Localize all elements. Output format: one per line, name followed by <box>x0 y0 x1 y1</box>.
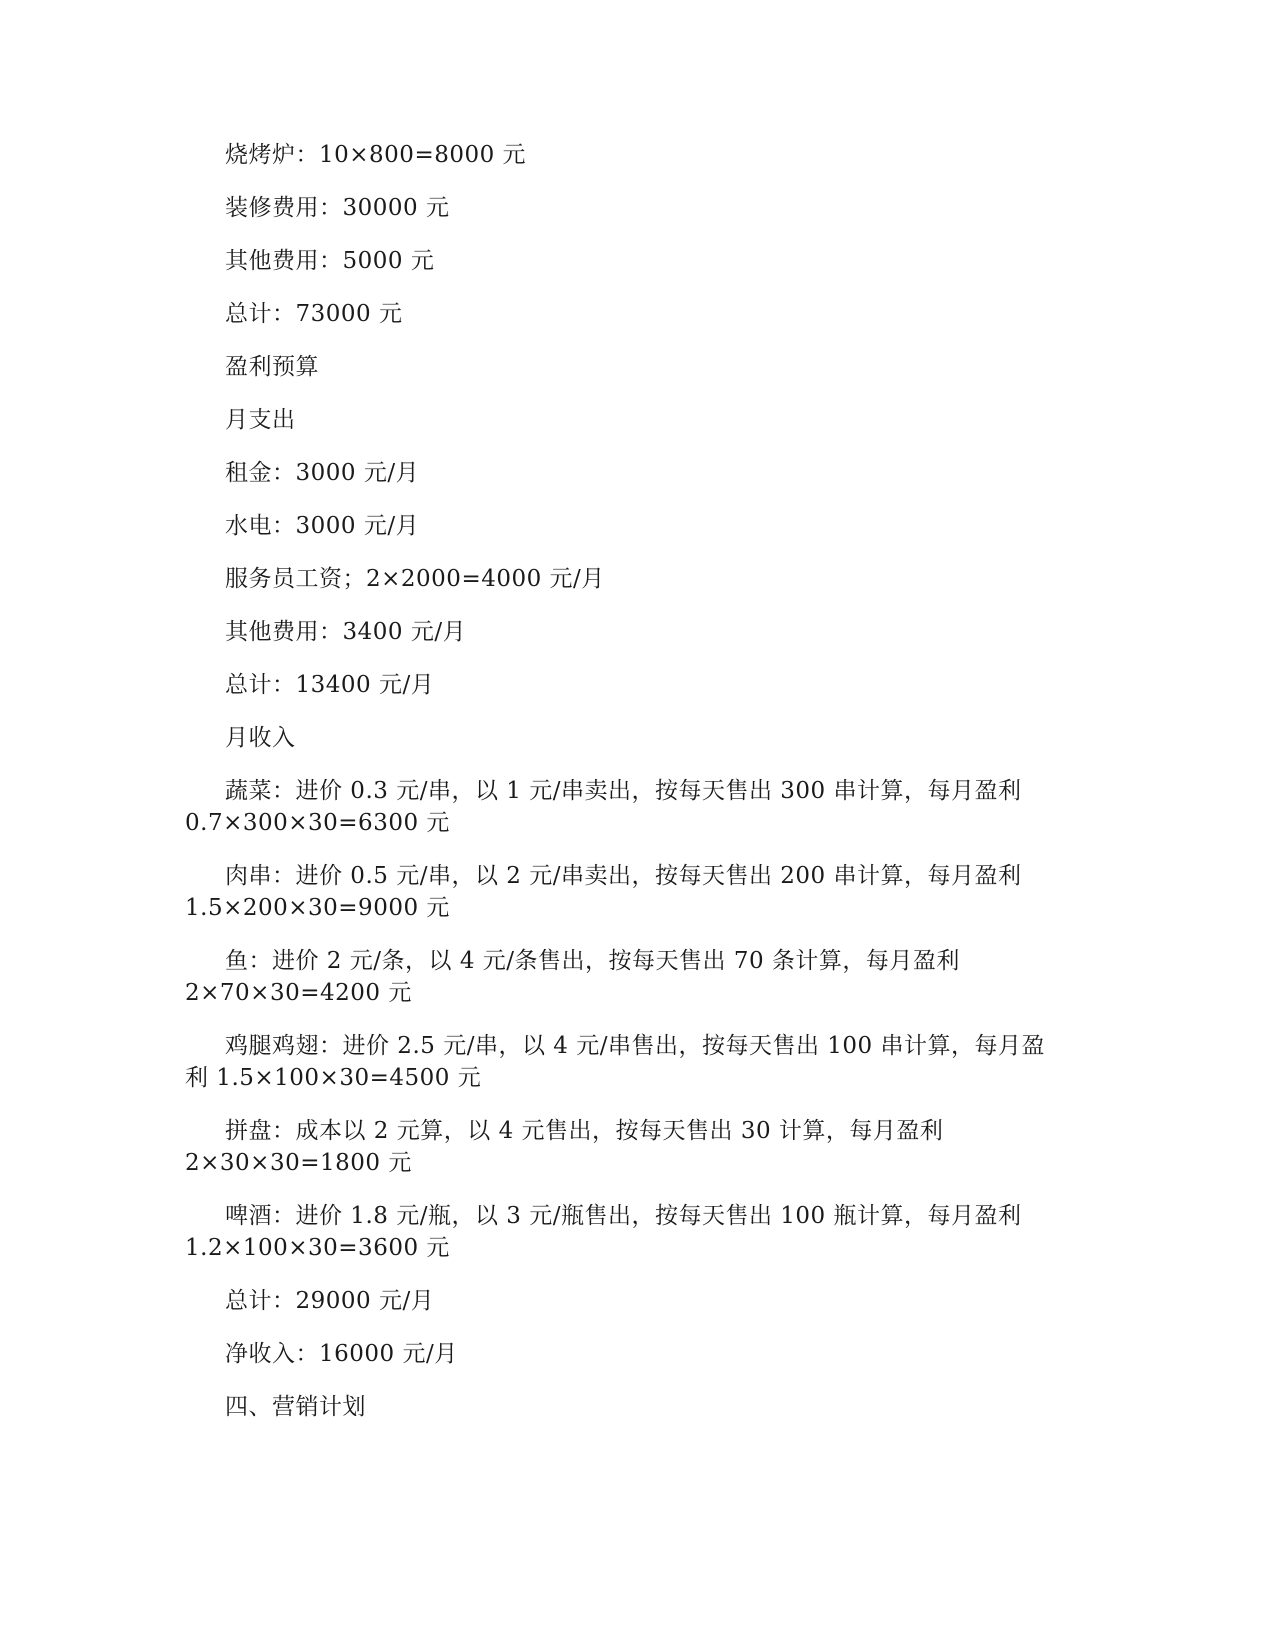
paragraph-rent: 租金：3000 元/月 <box>225 460 420 486</box>
subheading-monthly-expense: 月支出 <box>225 407 296 433</box>
paragraph-income-chicken: 鸡腿鸡翅：进价 2.5 元/串，以 4 元/串售出，按每天售出 100 串计算，每月盈利 1.5×100×30=4500 元 <box>185 1033 1045 1091</box>
document-body <box>185 139 1065 1444</box>
paragraph-income-fish: 鱼：进价 2 元/条，以 4 元/条售出，按每天售出 70 条计算，每月盈利 2×70×30=4200 元 <box>185 948 960 1006</box>
paragraph-total-investment: 总计：73000 元 <box>225 301 403 327</box>
paragraph-other-cost: 其他费用：5000 元 <box>225 248 435 274</box>
paragraph-other-monthly-cost: 其他费用：3400 元/月 <box>225 619 467 645</box>
paragraph-net-income: 净收入：16000 元/月 <box>225 1341 458 1367</box>
section-heading-profit-budget: 盈利预算 <box>225 354 319 380</box>
paragraph-income-vegetables: 蔬菜：进价 0.3 元/串，以 1 元/串卖出，按每天售出 300 串计算，每月盈利 0.7×300×30=6300 元 <box>185 778 1022 836</box>
paragraph-income-beer: 啤酒：进价 1.8 元/瓶，以 3 元/瓶售出，按每天售出 100 瓶计算，每月盈利 1.2×100×30=3600 元 <box>185 1203 1022 1261</box>
paragraph-staff-wages: 服务员工资；2×2000=4000 元/月 <box>225 566 605 592</box>
paragraph-grill-cost: 烧烤炉：10×800=8000 元 <box>225 142 527 168</box>
paragraph-monthly-expense-total: 总计：13400 元/月 <box>225 672 435 698</box>
paragraph-utilities: 水电：3000 元/月 <box>225 513 420 539</box>
paragraph-income-meat-skewers: 肉串：进价 0.5 元/串，以 2 元/串卖出，按每天售出 200 串计算，每月盈利 1.5×200×30=9000 元 <box>185 863 1022 921</box>
paragraph-monthly-income-total: 总计：29000 元/月 <box>225 1288 435 1314</box>
paragraph-decoration-cost: 装修费用：30000 元 <box>225 195 450 221</box>
paragraph-income-platter: 拼盘：成本以 2 元算，以 4 元售出，按每天售出 30 计算，每月盈利 2×30×30=1800 元 <box>185 1118 944 1176</box>
subheading-monthly-income: 月收入 <box>225 725 296 751</box>
section-heading-marketing-plan: 四、营销计划 <box>225 1394 366 1420</box>
